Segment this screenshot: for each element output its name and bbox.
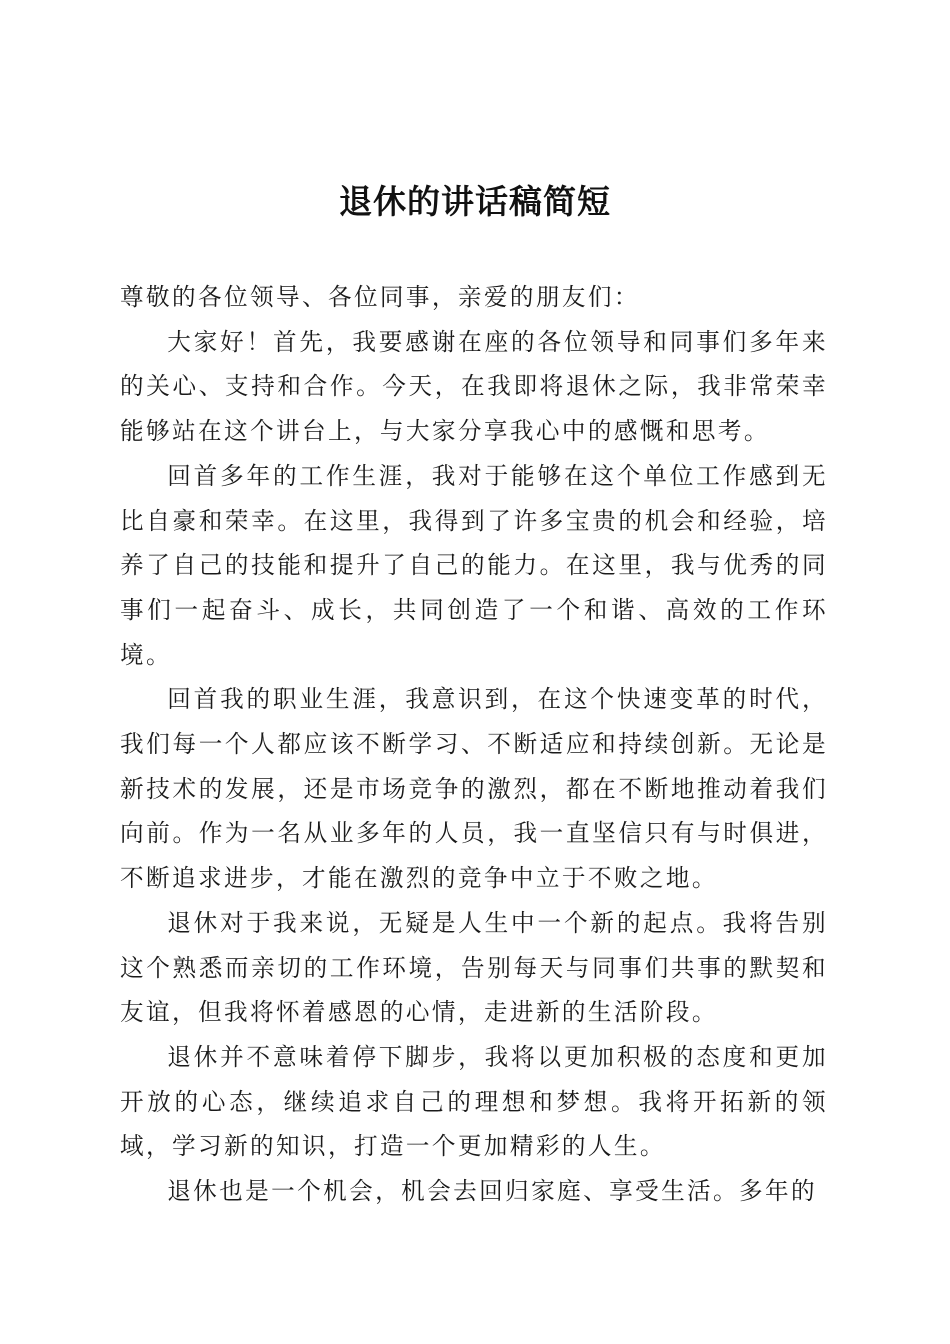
paragraph-3: 回首我的职业生涯，我意识到，在这个快速变革的时代，我们每一个人都应该不断学习、不断适应和持续创新。无论是新技术的发展，还是市场竞争的激烈，都在不断地推动着我们向前。作为一名从业多年的人员，我一直坚信只有与时俱进，不断追求进步，才能在激烈的竞争中立于不败之地。	[120, 685, 828, 893]
document-body	[120, 275, 828, 1214]
document-title: 退休的讲话稿简短	[339, 182, 611, 221]
salutation: 尊敬的各位领导、各位同事，亲爱的朋友们：	[120, 283, 640, 311]
paragraph-5: 退休并不意味着停下脚步，我将以更加积极的态度和更加开放的心态，继续追求自己的理想和梦想。我将开拓新的领域，学习新的知识，打造一个更加精彩的人生。	[120, 1042, 828, 1161]
paragraph-2: 回首多年的工作生涯，我对于能够在这个单位工作感到无比自豪和荣幸。在这里，我得到了许多宝贵的机会和经验，培养了自己的技能和提升了自己的能力。在这里，我与优秀的同事们一起奋斗、成长，共同创造了一个和谐、高效的工作环境。	[120, 461, 828, 669]
paragraph-6: 退休也是一个机会，机会去回归家庭、享受生活。多年的	[167, 1177, 818, 1206]
paragraph-4: 退休对于我来说，无疑是人生中一个新的起点。我将告别这个熟悉而亲切的工作环境，告别每天与同事们共事的默契和友谊，但我将怀着感恩的心情，走进新的生活阶段。	[120, 908, 828, 1027]
paragraph-1: 大家好！首先，我要感谢在座的各位领导和同事们多年来的关心、支持和合作。今天，在我即将退休之际，我非常荣幸能够站在这个讲台上，与大家分享我心中的感慨和思考。	[120, 327, 828, 446]
